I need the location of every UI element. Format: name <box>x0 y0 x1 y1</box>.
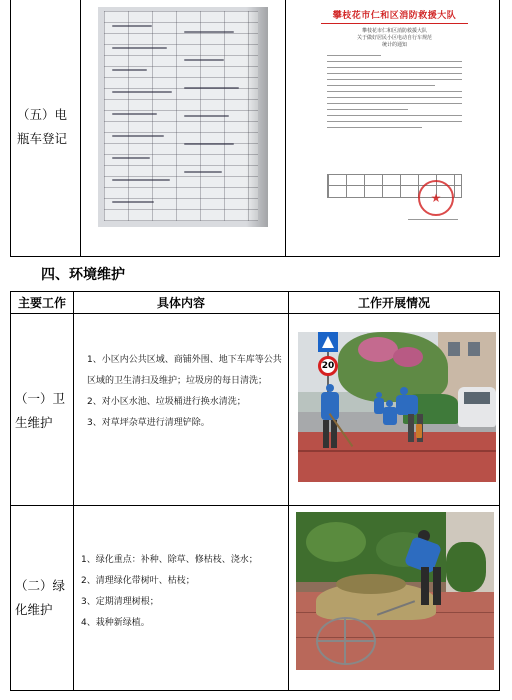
official-seal-icon <box>418 180 454 216</box>
notice-title-1: 攀枝花市仁和区消防救援大队 <box>361 28 427 34</box>
header-progress: 工作开展情况 <box>289 292 499 314</box>
register-photo-cell <box>81 0 286 256</box>
list-item: 4、栽种新绿植。 <box>81 618 150 628</box>
environment-maintenance-table <box>10 291 500 691</box>
list-item: 3、对草坪杂草进行清理铲除。 <box>87 418 210 428</box>
greenery-photo <box>296 512 494 670</box>
greenery-content <box>81 550 285 634</box>
list-item: 2、对小区水池、垃圾桶进行换水清洗； <box>87 397 246 407</box>
category-cell <box>11 0 81 256</box>
section-title: 四、环境维护 <box>41 267 125 283</box>
category-sanitation: （一）卫生维护 <box>15 391 66 430</box>
notice-title-3: 统计的通知 <box>381 42 407 48</box>
vehicle-registration-table <box>10 0 500 257</box>
notice-title-2: 关于做好居民小区电动自行车规范 <box>356 35 432 41</box>
sanitation-photo <box>298 332 496 482</box>
handwritten-register-photo <box>98 7 268 227</box>
fire-notice-document <box>317 6 472 228</box>
list-item: 1、绿化重点：补种、除草、修枯枝、浇水； <box>81 555 258 565</box>
list-item: 3、定期清理树根； <box>81 597 159 607</box>
list-item: 2、清理绿化带树叶、枯枝； <box>81 576 195 586</box>
speed-limit-sign: 20 <box>318 356 338 376</box>
category-label: （五）电瓶车登记 <box>17 107 68 146</box>
notice-header: 攀枝花市仁和区消防救援大队 <box>332 11 457 21</box>
list-item: 1、小区内公共区域、商铺外围、地下车库等公共区域的卫生清扫及维护；垃圾房的每日清洗； <box>87 355 282 386</box>
notice-body <box>327 55 462 128</box>
header-content: 具体内容 <box>74 292 288 314</box>
category-greenery: （二）绿化维护 <box>15 578 66 617</box>
header-main-work: 主要工作 <box>11 292 73 314</box>
sanitation-content <box>87 350 283 434</box>
fire-notice-cell <box>286 0 499 256</box>
